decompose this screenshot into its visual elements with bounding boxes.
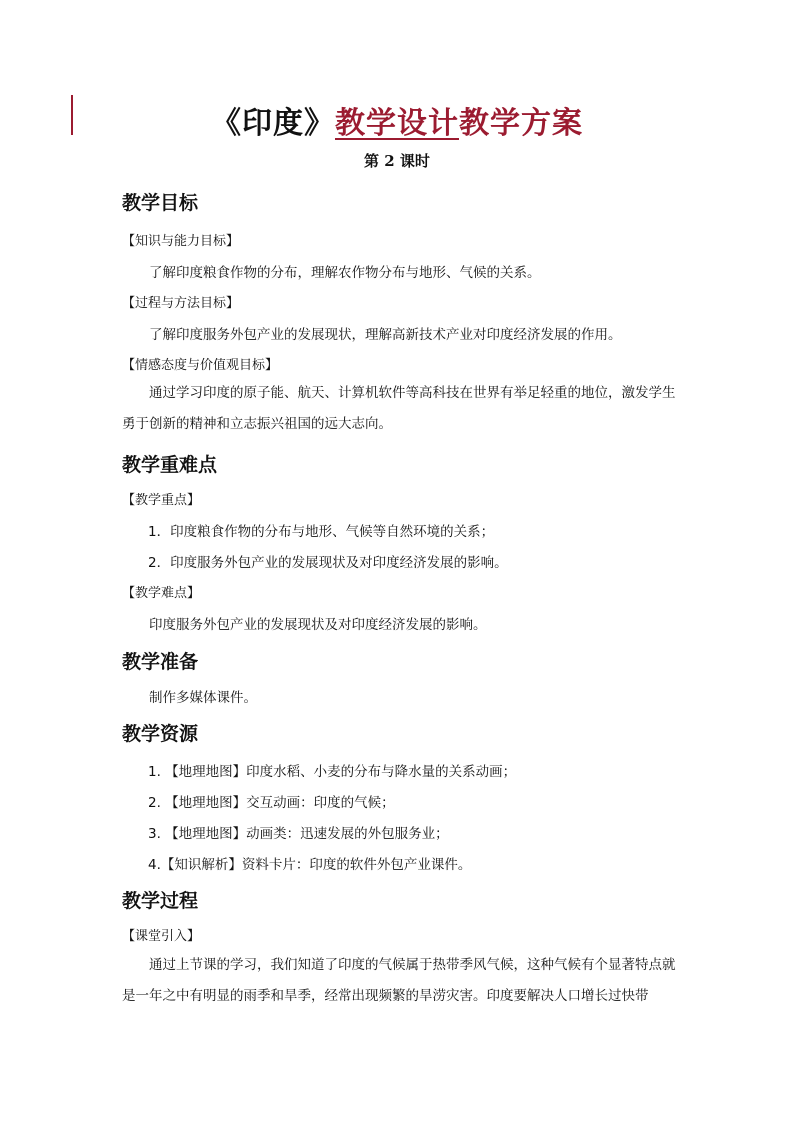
emotion-goal-tag: 【情感态度与价值观目标】 xyxy=(122,358,279,373)
title-left: 《印度》 xyxy=(211,106,335,141)
key-points-heading: 教学重难点 xyxy=(122,454,218,476)
difficulty-tag: 【教学难点】 xyxy=(122,586,201,601)
goals-heading: 教学目标 xyxy=(122,192,199,214)
process-heading: 教学过程 xyxy=(122,890,199,912)
prep-text: 制作多媒体课件。 xyxy=(149,690,257,706)
title-right: 教学方案 xyxy=(459,106,583,141)
resource-item-3: 3. 【地理地图】动画类：迅速发展的外包服务业； xyxy=(148,826,449,842)
page-title xyxy=(0,98,794,142)
process-goal-tag: 【过程与方法目标】 xyxy=(122,296,240,311)
knowledge-goal-text: 了解印度粮食作物的分布，理解农作物分布与地形、气候的关系。 xyxy=(149,265,541,281)
focus-item-2: 2．印度服务外包产业的发展现状及对印度经济发展的影响。 xyxy=(148,555,508,571)
resource-item-4: 4.【知识解析】资料卡片：印度的软件外包产业课件。 xyxy=(148,857,472,873)
knowledge-goal-tag: 【知识与能力目标】 xyxy=(122,234,240,249)
focus-item-1: 1．印度粮食作物的分布与地形、气候等自然环境的关系； xyxy=(148,524,495,540)
resources-heading: 教学资源 xyxy=(122,723,199,745)
focus-tag: 【教学重点】 xyxy=(122,493,201,508)
lesson-period: 第 2 课时 xyxy=(364,152,430,170)
resource-item-1: 1. 【地理地图】印度水稻、小麦的分布与降水量的关系动画； xyxy=(148,764,517,780)
intro-tag: 【课堂引入】 xyxy=(122,929,201,944)
difficulty-text: 印度服务外包产业的发展现状及对印度经济发展的影响。 xyxy=(149,617,487,633)
process-goal-text: 了解印度服务外包产业的发展现状，理解高新技术产业对印度经济发展的作用。 xyxy=(149,327,622,343)
emotion-goal-text: 通过学习印度的原子能、航天、计算机软件等高科技在世界有举足轻重的地位，激发学生勇于创新的精神和立志振兴祖国的远大志向。 xyxy=(122,385,676,432)
resource-item-2: 2. 【地理地图】交互动画：印度的气候； xyxy=(148,795,395,811)
title-link[interactable]: 教学设计 xyxy=(335,106,459,141)
prep-heading: 教学准备 xyxy=(122,651,199,673)
intro-text: 通过上节课的学习，我们知道了印度的气候属于热带季风气候，这种气候有个显著特点就是一年之中有明显的雨季和旱季，经常出现频繁的旱涝灾害。印度要解决人口增长过快带 xyxy=(122,957,676,1004)
